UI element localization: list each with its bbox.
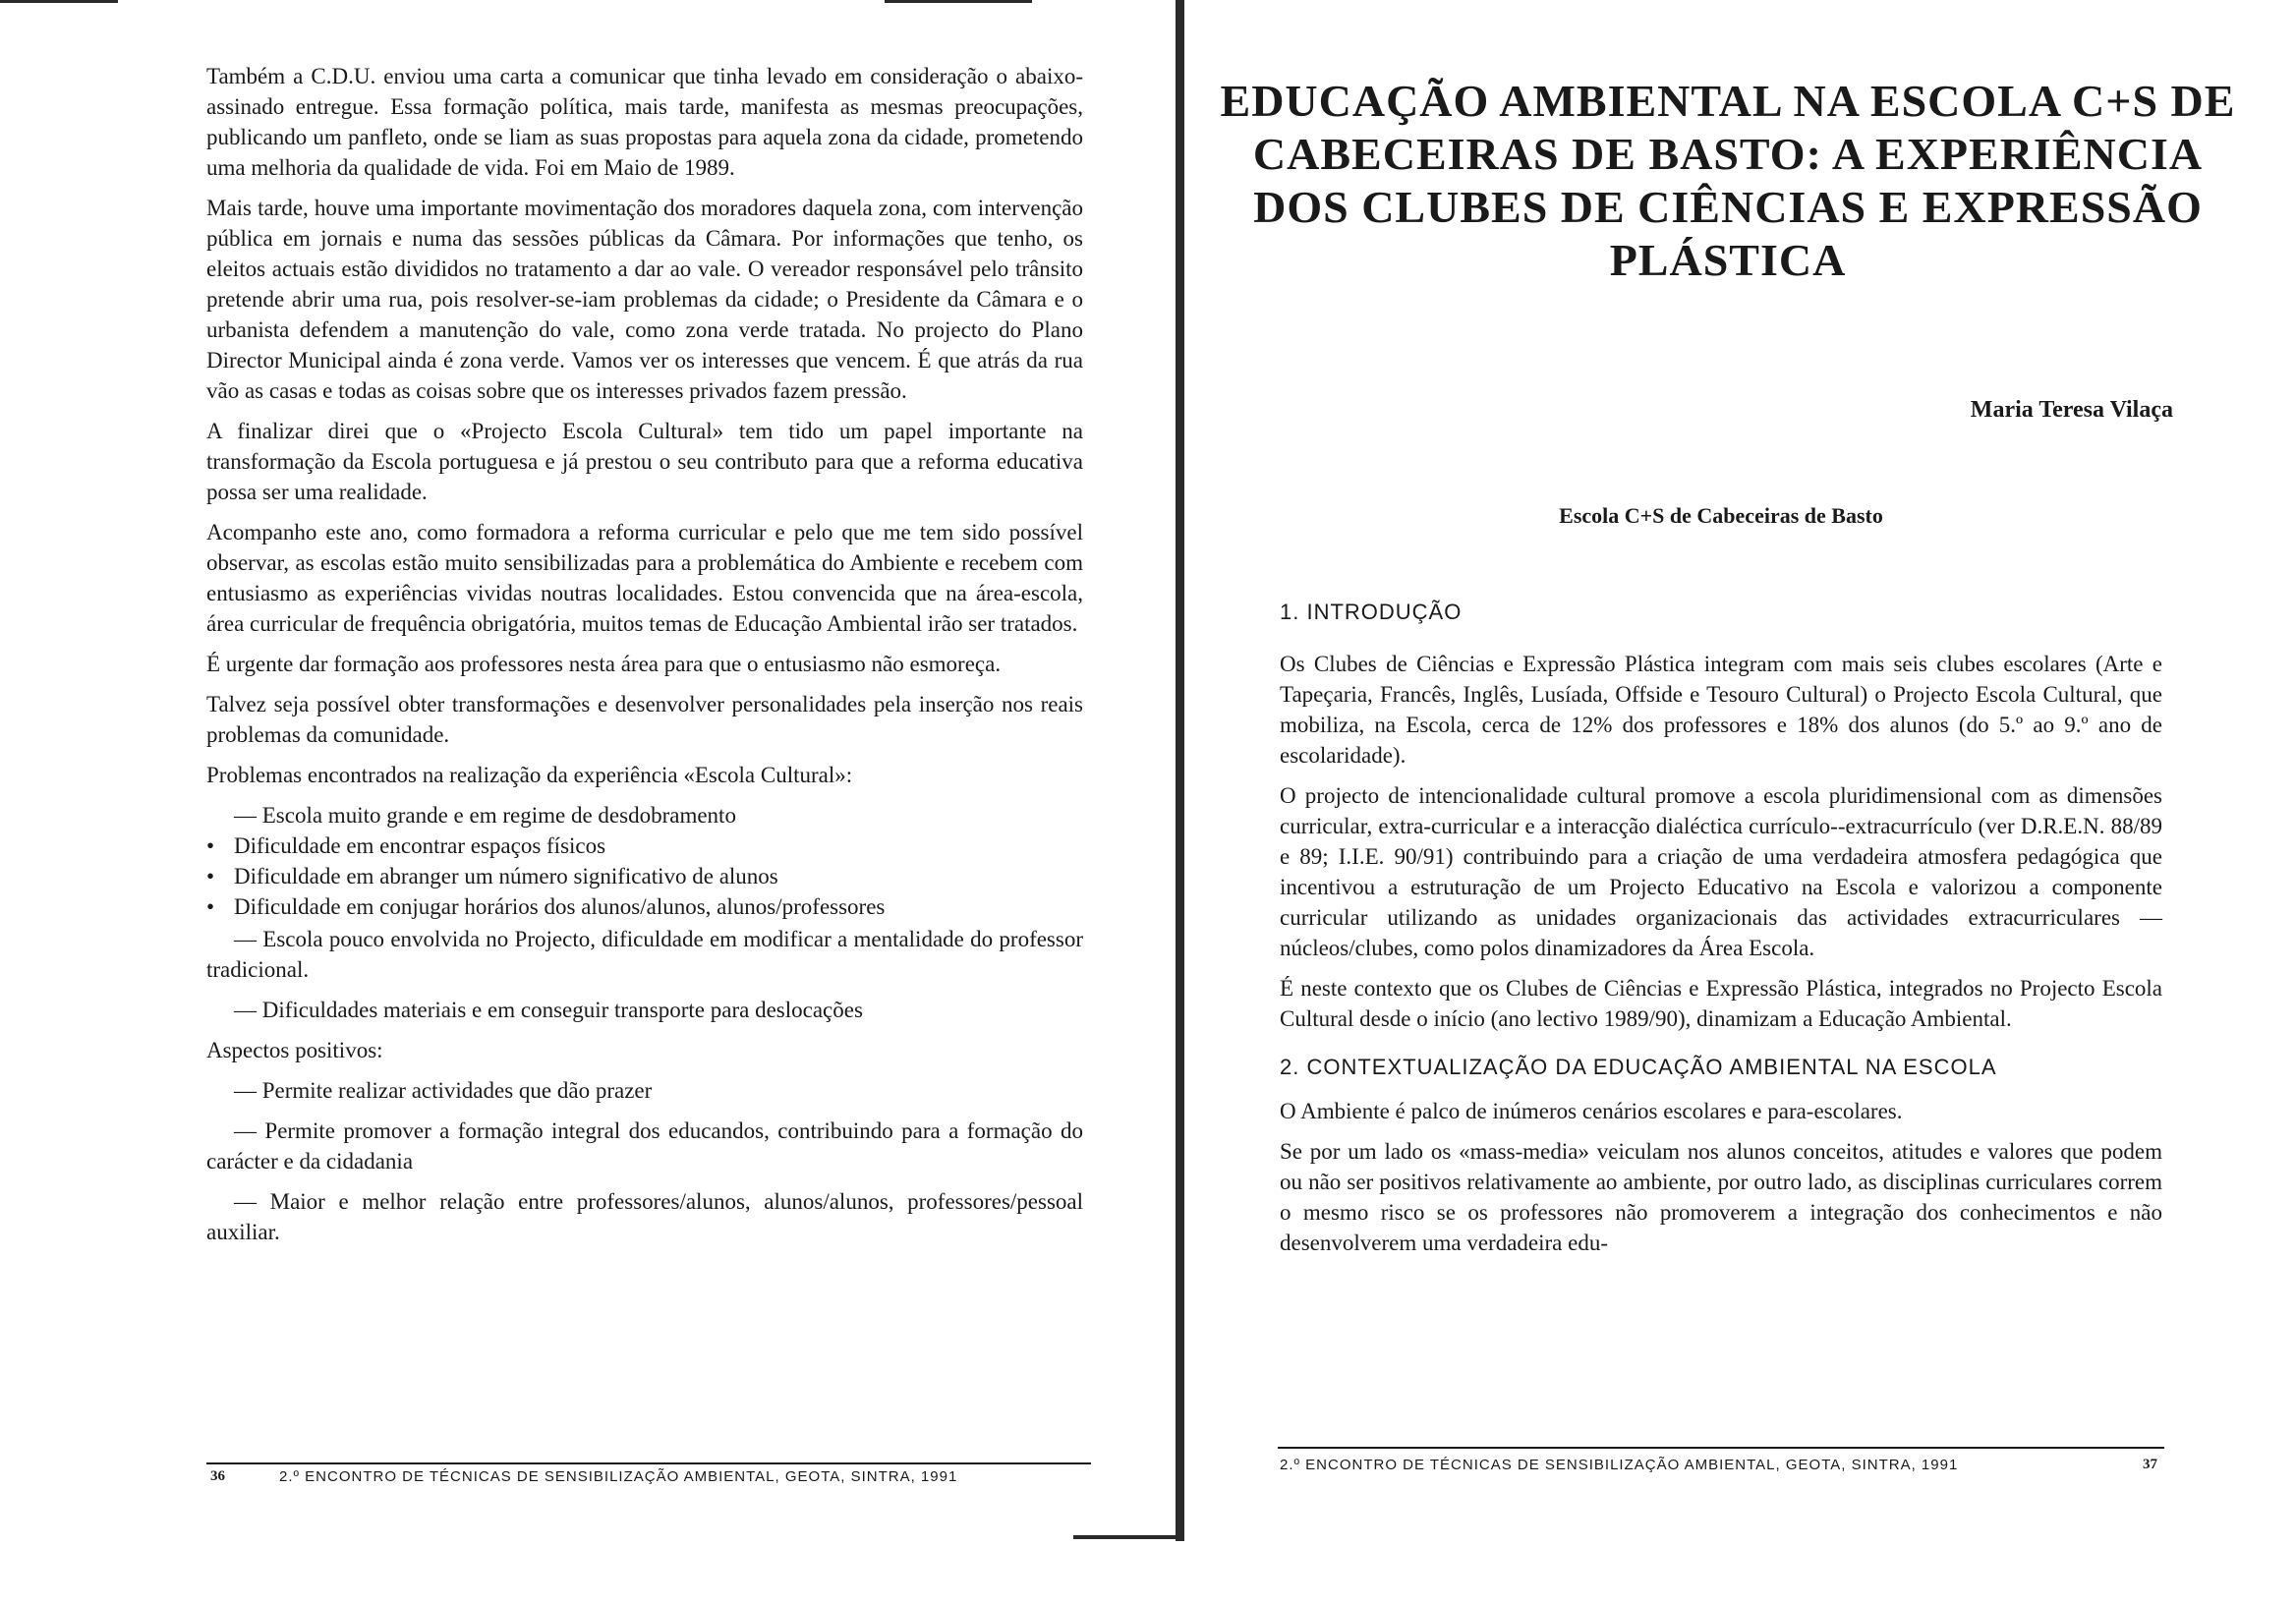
- paragraph: Acompanho este ano, como formadora a reforma curricular e pelo que me tem sido possível observar, as escolas estão muito sensibilizadas para a problemática do Ambiente e recebem com entusiasmo as experiências vividas noutras localidades. Estou convencida que na área-escola, área curricular de frequência obrigatória, muitos temas de Educação Ambiental irão ser tratados.: [206, 520, 1083, 636]
- paragraph: Os Clubes de Ciências e Expressão Plástica integram com mais seis clubes escolares (Arte e Tapeçaria, Francês, Inglês, Lusíada, Offside e Tesouro Cultural) o Projecto Escola Cultural, que mobiliza, na Escola, cerca de 12% dos professores e 18% dos alunos (do 5.º ao 9.º ano de escolaridade).: [1280, 652, 2162, 768]
- positives-intro: Aspectos positivos:: [206, 1038, 383, 1062]
- section-heading-introduction: 1. INTRODUÇÃO: [1280, 600, 1463, 624]
- list-item: • Dificuldade em abranger um número significativo de alunos: [206, 861, 1083, 891]
- footer-rule: [206, 1462, 1091, 1464]
- left-page-body: [206, 61, 1083, 1257]
- paragraph: A finalizar direi que o «Projecto Escola Cultural» tem tido um papel importante na transformação da Escola portuguesa e já prestou o seu contributo para que a reforma educativa possa ser uma realidade.: [206, 419, 1083, 504]
- positives-item: — Permite promover a formação integral dos educandos, contribuindo para a formação do carácter e da cidadania: [206, 1118, 1083, 1174]
- problems-item: — Dificuldades materiais e em conseguir transporte para deslocações: [234, 998, 863, 1022]
- paragraph: Também a C.D.U. enviou uma carta a comunicar que tinha levado em consideração o abaixo-assinado entregue. Essa formação política, mais tarde, manifesta as mesmas preocupações, publicando um panfleto, onde se liam as suas propostas para aquela zona da cidade, prometendo uma melhoria da qualidade de vida. Foi em Maio de 1989.: [206, 64, 1083, 180]
- section-heading-context: 2. CONTEXTUALIZAÇÃO DA EDUCAÇÃO AMBIENTAL NA ESCOLA: [1280, 1055, 1997, 1079]
- page-number: 36: [210, 1468, 225, 1484]
- problems-bullet-list: [206, 831, 1083, 922]
- paragraph: Se por um lado os «mass-media» veiculam nos alunos conceitos, atitudes e valores que podem ou não ser positivos relativamente ao ambiente, por outro lado, as disciplinas curriculares correm o mesmo risco se os professores não promoverem a integração dos conhecimentos e não desenvolverem uma verdadeira edu-: [1280, 1139, 2162, 1255]
- problems-item: — Escola pouco envolvida no Projecto, dificuldade em modificar a mentalidade do professor tradicional.: [206, 927, 1083, 982]
- list-item: • Dificuldade em conjugar horários dos alunos/alunos, alunos/professores: [206, 891, 1083, 922]
- running-footer: 2.º ENCONTRO DE TÉCNICAS DE SENSIBILIZAÇÃO AMBIENTAL, GEOTA, SINTRA, 1991: [279, 1468, 958, 1485]
- article-title: EDUCAÇÃO AMBIENTAL NA ESCOLA C+S DE CABECEIRAS DE BASTO: A EXPERIÊNCIA DOS CLUBES DE CIÊNCIAS E EXPRESSÃO PLÁSTICA: [1220, 76, 2236, 285]
- right-page: [1187, 0, 2296, 1604]
- positives-item: — Permite realizar actividades que dão prazer: [234, 1078, 653, 1103]
- paragraph: Talvez seja possível obter transformações e desenvolver personalidades pela inserção nos reais problemas da comunidade.: [206, 692, 1083, 747]
- running-footer: 2.º ENCONTRO DE TÉCNICAS DE SENSIBILIZAÇÃO AMBIENTAL, GEOTA, SINTRA, 1991: [1280, 1457, 1959, 1473]
- paragraph: O projecto de intencionalidade cultural promove a escola pluridimensional com as dimensões curricular, extra-curricular e a interacção dialéctica currículo--extracurrículo (ver D.R.E.N. 88/89 e 89; I.I.E. 90/91) contribuindo para a criação de uma verdadeira atmosfera pedagógica que incentivou a estruturação de um Projecto Educativo na Escola e valorizou a componente curricular utilizando as unidades organizacionais das actividades extracurriculares — núcleos/clubes, como polos dinamizadores da Área Escola.: [1280, 783, 2162, 960]
- footer-rule: [1278, 1447, 2164, 1449]
- paragraph: É urgente dar formação aos professores nesta área para que o entusiasmo não esmoreça.: [206, 652, 1002, 676]
- author-affiliation: Escola C+S de Cabeceiras de Basto: [1559, 503, 1883, 528]
- page-number: 37: [2143, 1457, 2157, 1472]
- right-page-body: [1280, 649, 2162, 1268]
- paragraph: O Ambiente é palco de inúmeros cenários escolares e para-escolares.: [1280, 1099, 1903, 1123]
- problems-intro: Problemas encontrados na realização da experiência «Escola Cultural»:: [206, 763, 853, 787]
- positives-item: — Maior e melhor relação entre professores/alunos, alunos/alunos, professores/pessoal auxiliar.: [206, 1189, 1083, 1244]
- author-name: Maria Teresa Vilaça: [1970, 397, 2173, 423]
- paragraph: Mais tarde, houve uma importante movimentação dos moradores daquela zona, com intervenção pública em jornais e numa das sessões públicas da Câmara. Por informações que tenho, os eleitos actuais estão divididos no tratamento a dar ao vale. O vereador responsável pelo trânsito pretende abrir uma rua, pois resolver-se-iam problemas da cidade; o Presidente da Câmara e o urbanista defendem a manutenção do vale, como zona verde tratada. No projecto do Plano Director Municipal ainda é zona verde. Vamos ver os interesses que vencem. É que atrás da rua vão as casas e todas as coisas sobre que os interesses privados fazem pressão.: [206, 196, 1083, 403]
- list-item: • Dificuldade em encontrar espaços físicos: [206, 831, 1083, 861]
- book-spine-shadow: [1176, 0, 1184, 1541]
- problems-item: — Escola muito grande e em regime de desdobramento: [234, 803, 736, 828]
- paragraph: É neste contexto que os Clubes de Ciências e Expressão Plástica, integrados no Projecto Escola Cultural desde o início (ano lectivo 1989/90), dinamizam a Educação Ambiental.: [1280, 976, 2162, 1031]
